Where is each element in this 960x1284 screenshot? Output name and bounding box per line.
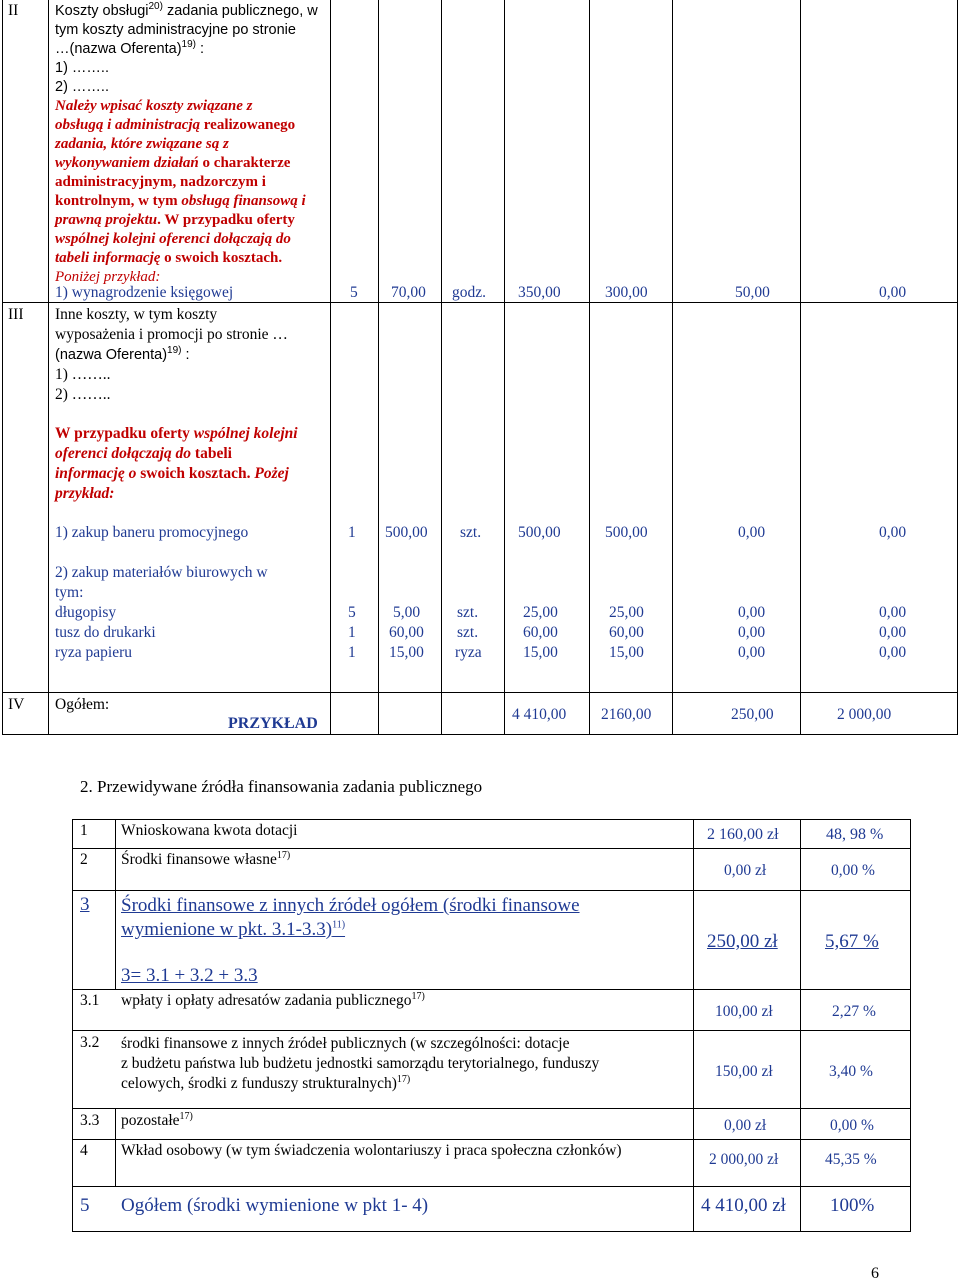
- cost-item-unit: szt.: [460, 524, 482, 541]
- source-percent: 3,40 %: [829, 1063, 873, 1080]
- cost-item-own: 50,00: [735, 284, 770, 301]
- total-label: Ogółem:: [55, 696, 110, 713]
- total-own: 250,00: [731, 706, 774, 723]
- source-label: wpłaty i opłaty adresatów zadania publicznego$^{17)}$: [121, 990, 425, 1009]
- cost-item-grant: 500,00: [605, 524, 648, 541]
- row-number: II: [8, 2, 19, 19]
- cost-item-label: 2) zakup materiałów biurowych w: [55, 564, 268, 581]
- cost-item-label: 1) zakup baneru promocyjnego: [55, 524, 249, 541]
- source-amount: 0,00 zł: [724, 1117, 767, 1134]
- source-label: Wnioskowana kwota dotacji: [121, 822, 298, 839]
- sub-item-other: 0,00: [879, 604, 907, 621]
- source-num: 3.1: [80, 992, 100, 1009]
- source-percent: 48, 98 %: [826, 826, 884, 843]
- source-percent: 100%: [830, 1195, 875, 1216]
- source-num: 4: [80, 1142, 88, 1159]
- cost-item-other: 0,00: [879, 284, 907, 301]
- row-number: III: [8, 306, 24, 323]
- sub-item-total: 25,00: [523, 604, 558, 621]
- source-label: Ogółem (środki wymienione w pkt 1- 4): [121, 1195, 429, 1216]
- cost-item-qty: 5: [350, 284, 358, 301]
- instruction-note: Należy wpisać koszty związane z obsługą i administracją realizowanego zadania, które związane są z wykonywaniem działań o charakterze administracyjnym, nadzorczym i kontrolnym, w tym obsługą finansową i prawną projektu. W przypadku oferty wspólnej kolejni oferenci dołączają do tabeli informację o swoich kosztach. Poniżej przykład:: [55, 98, 306, 285]
- source-num: 1: [80, 822, 88, 839]
- source-label: pozostałe$^{17)}$: [121, 1110, 193, 1129]
- sub-item-unit: szt.: [457, 604, 479, 621]
- sub-item-other: 0,00: [879, 644, 907, 661]
- source-percent: 45,35 %: [825, 1151, 877, 1168]
- sub-item-total: 15,00: [523, 644, 558, 661]
- sub-item-label: długopisy: [55, 604, 117, 621]
- source-amount: 250,00 zł: [707, 931, 778, 952]
- total-other: 2 000,00: [837, 706, 892, 723]
- source-num: 3.2: [80, 1034, 100, 1051]
- source-label: Środki finansowe własne$^{17)}$: [121, 849, 291, 868]
- sub-item-qty: 1: [348, 624, 356, 641]
- cost-item-other: 0,00: [879, 524, 907, 541]
- cost-item-unit-cost: 500,00: [385, 524, 428, 541]
- sub-item-unit: szt.: [457, 624, 479, 641]
- sub-item-grant: 60,00: [609, 624, 644, 641]
- sub-item-label: tusz do drukarki: [55, 624, 156, 641]
- cost-item-total: 500,00: [518, 524, 561, 541]
- row-number: IV: [8, 696, 25, 713]
- sub-item-grant: 25,00: [609, 604, 644, 621]
- source-amount: 0,00 zł: [724, 862, 767, 879]
- example-label: PRZYKŁAD: [228, 715, 318, 732]
- source-percent: 0,00 %: [831, 862, 875, 879]
- source-label: Wkład osobowy (w tym świadczenia wolontariuszy i praca społeczna członków): [121, 1142, 622, 1159]
- cost-item-grant: 300,00: [605, 284, 648, 301]
- source-formula: 3= 3.1 + 3.2 + 3.3: [121, 965, 258, 986]
- source-label: środki finansowe z innych źródeł publicznych (w szczególności: dotacje z budżetu państwa lub budżetu jednostki samorządu terytorialnego, funduszy celowych, środki z funduszy strukturalnych)$^{17)}$: [121, 1035, 600, 1092]
- page-number: 6: [871, 1265, 879, 1282]
- source-amount: 150,00 zł: [715, 1063, 773, 1080]
- source-percent: 5,67 %: [825, 931, 879, 952]
- sub-item-grant: 15,00: [609, 644, 644, 661]
- sub-item-qty: 1: [348, 644, 356, 661]
- total-grant: 2160,00: [601, 706, 652, 723]
- row-description: Inne koszty, w tym koszty wyposażenia i promocji po stronie … (nazwa Oferenta)$^{19)}$ : 1) …….. 2) ……..: [55, 306, 288, 403]
- sub-item-unit: ryza: [455, 644, 482, 661]
- sub-item-own: 0,00: [738, 624, 766, 641]
- row-description: Koszty obsługi$^{20)}$ zadania publicznego, w tym koszty administracyjne po stronie …(nazwa Oferenta)$^{19)}$ : 1) …….. 2) ……..: [55, 1, 318, 95]
- sub-item-own: 0,00: [738, 604, 766, 621]
- source-percent: 2,27 %: [832, 1003, 876, 1020]
- source-num: 3.3: [80, 1112, 100, 1129]
- sub-item-own: 0,00: [738, 644, 766, 661]
- section-heading: 2. Przewidywane źródła finansowania zadania publicznego: [80, 777, 483, 796]
- source-amount: 100,00 zł: [715, 1003, 773, 1020]
- source-amount: 2 000,00 zł: [709, 1151, 779, 1168]
- source-amount: 4 410,00 zł: [701, 1195, 786, 1216]
- instruction-note: W przypadku oferty wspólnej kolejni oferenci dołączają do tabeli informację o swoich kosztach. Pożej przykład:: [55, 425, 298, 502]
- cost-item-label: tym:: [55, 584, 84, 601]
- sub-item-qty: 5: [348, 604, 356, 621]
- sub-item-total: 60,00: [523, 624, 558, 641]
- sub-item-other: 0,00: [879, 624, 907, 641]
- source-percent: 0,00 %: [830, 1117, 874, 1134]
- source-label: Środki finansowe z innych źródeł ogółem (środki finansowe wymienione w pkt. 3.1-3.3)$^{11)}$: [121, 895, 580, 940]
- sub-item-unit-cost: 15,00: [389, 644, 424, 661]
- cost-item-own: 0,00: [738, 524, 766, 541]
- cost-item-qty: 1: [348, 524, 356, 541]
- source-num: 5: [80, 1195, 90, 1216]
- cost-item-total: 350,00: [518, 284, 561, 301]
- source-num: 3: [80, 894, 90, 915]
- sub-item-unit-cost: 60,00: [389, 624, 424, 641]
- cost-item-label: 1) wynagrodzenie księgowej: [55, 284, 234, 301]
- total-cost: 4 410,00: [512, 706, 567, 723]
- sub-item-label: ryza papieru: [55, 644, 133, 661]
- source-num: 2: [80, 851, 88, 868]
- sub-item-unit-cost: 5,00: [393, 604, 421, 621]
- cost-item-unit: godz.: [452, 284, 487, 301]
- cost-item-unit-cost: 70,00: [391, 284, 426, 301]
- source-amount: 2 160,00 zł: [707, 826, 779, 843]
